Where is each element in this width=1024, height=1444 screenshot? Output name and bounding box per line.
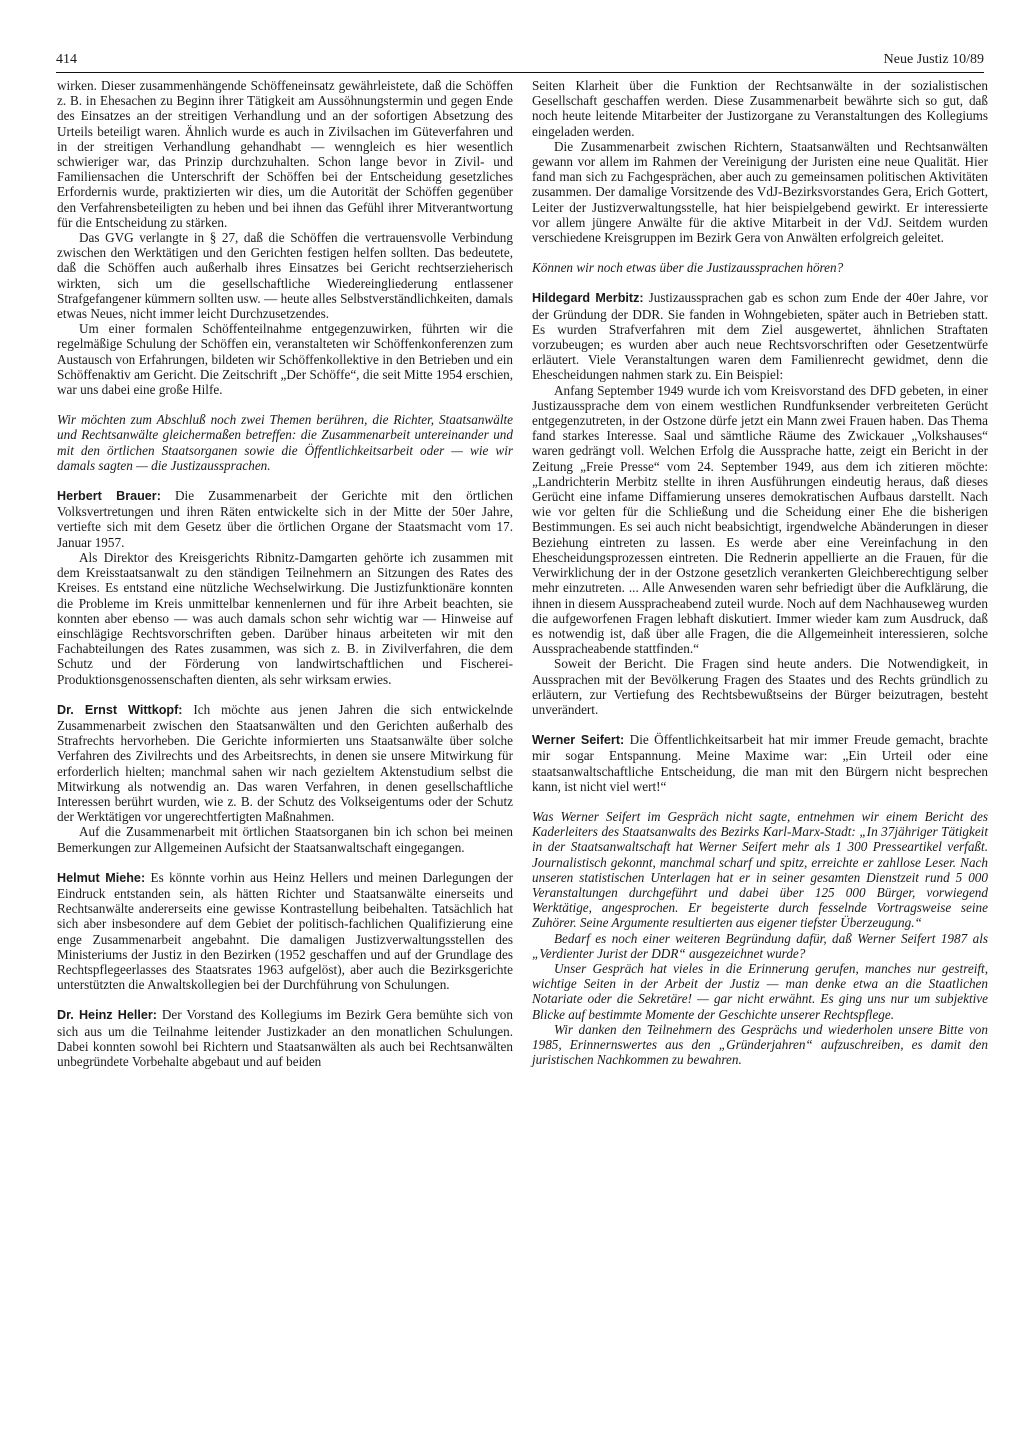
speaker-text: Es könnte vorhin aus Heinz Hellers und meinen Darlegungen der Eindruck entstanden sein, als hätten Richter und Staatsanwälte einerseits und Rechtsanwälte andererseits eine gewisse Kontrastellung beibehalten. Tatsächlich hat sich aber insbesondere auf dem Gebiet der politisch-fachlichen Qualifizierung eine enge Zusammenarbeit angebahnt. Die damaligen Justizverwaltungsstellen des Ministeriums der Justiz in den Bezirken (1952 geschaffen und auf der Grundlage des Rechtspflegeerlasses des Staatsrates 1963 aufgelöst), aber auch die Bezirksgerichte unterstützten die Anwaltskollegien bei der Durchführung von Schulungen. xyxy=(57,869,514,993)
speaker-name: Hildegard Merbitz: xyxy=(532,291,644,306)
speaker-paragraph xyxy=(57,870,513,993)
interviewer-question: Unser Gespräch hat vieles in die Erinnerung gerufen, manches nur gestreift, wichtige Seiten in der Arbeit der Justiz — man denke etwa an die Staatlichen Notariate oder die Sekretäre! — gar nicht erwähnt. Es ging uns nur um subjektive Blicke auf bestimmte Momente der Geschichte unserer Rechtspflege. xyxy=(532,960,988,1022)
interviewer-question: Können wir noch etwas über die Justizaussprachen hören? xyxy=(532,260,844,276)
page-number: 414 xyxy=(56,52,77,67)
interviewer-question: Wir möchten zum Abschluß noch zwei Themen berühren, die Richter, Staatsanwälte und Rechtsanwälte gleichermaßen betreffen: die Zusammenarbeit untereinander und mit den örtlichen Staatsorganen sowie die Öffentlichkeitsarbeit oder — wie wir damals sagten — die Justizaussprachen. xyxy=(57,412,513,473)
speaker-name: Dr. Heinz Heller: xyxy=(57,1008,157,1023)
speaker-paragraph xyxy=(57,1007,513,1069)
page-header xyxy=(56,52,984,72)
speaker-paragraph xyxy=(532,290,988,382)
right-column xyxy=(532,78,988,1067)
left-column xyxy=(57,78,513,1069)
speaker-text: Ich möchte aus jenen Jahren die sich entwickelnde Zusammenarbeit zwischen den Staatsanwälten und den Gerichten außerhalb des Strafrechts hervorheben. Die Gerichte informierten uns Staatsanwälte über solche Verfahren des Zivilrechts und des Arbeitsrechts, in denen sie unsere Mitwirkung für erforderlich hielten; manchmal sahen wir nach gezieltem Aktenstudium selbst die Mitwirkung als notwendig an. Das waren Verfahren, in denen gesellschaftliche Interessen berührt wurden, wie z. B. der Schutz des Volkseigentums oder der Schutz der Werktätigen vor ungerechtfertigten Maßnahmen. xyxy=(57,701,513,825)
speaker-text: Die Zusammenarbeit der Gerichte mit den örtlichen Volksvertretungen und ihren Räten entwickelte sich in der Mitte der 50er Jahre, vertiefte sich mit dem Gesetz über die örtlichen Organe der Staatsmacht vom 17. Januar 1957. xyxy=(57,488,513,550)
speaker-name: Werner Seifert: xyxy=(532,733,625,748)
paragraph: Das GVG verlangte in § 27, daß die Schöffen die vertrauensvolle Verbindung zwischen den Werktätigen und den Gerichten festigen helfen sollten. Das bedeutete, daß die Schöffen auch außerhalb ihres Einsatzes bei Gericht rechtserzieherisch wirkten, sich um die gesellschaftliche Wiedereingliederung entlassener Strafgefangener kümmern sollten usw. — heute alles Selbstverständlichkeiten, damals etwas Neues, nicht immer leicht Durchzusetzendes. xyxy=(57,230,513,322)
paragraph: Soweit der Bericht. Die Fragen sind heute anders. Die Notwendigkeit, in Aussprachen mit der Bevölkerung Fragen des Staates und des Rechts gründlich zu erläutern, zur Vertiefung des Rechtsbewußtseins der Bürger beizutragen, besteht unverändert. xyxy=(532,656,988,717)
speaker-name: Helmut Miehe: xyxy=(57,870,146,885)
paragraph: Auf die Zusammenarbeit mit örtlichen Staatsorganen bin ich schon bei meinen Bemerkungen zur Allgemeinen Aufsicht der Staatsanwaltschaft eingegangen. xyxy=(57,824,513,855)
speaker-text: Justizaussprachen gab es schon zum Ende der 40er Jahre, vor der Gründung der DDR. Sie fanden in Wohngebieten, später auch in Betrieben statt. Es wurden Strafverfahren mit dem Ziel ausgewertet, ähnlichen Straftaten vorzubeugen; es wurden aber auch neue Rechtsvorschriften oder Gesetzentwürfe erläutert. Viele Veranstaltungen waren dem Familienrecht gewidmet, denn die Ehescheidungen nahmen stark zu. Ein Beispiel: xyxy=(532,290,989,383)
speaker-paragraph xyxy=(57,488,513,550)
header-rule xyxy=(56,72,984,73)
speaker-paragraph xyxy=(57,702,513,825)
paragraph: wirken. Dieser zusammenhängende Schöffeneinsatz gewährleistete, daß die Schöffen z. B. in Ehesachen zu Beginn ihrer Tätigkeit am Aussöhnungstermin und gegen Ende des Einsatzes an der streitigen Verhandlung und an der sofortigen Absetzung des Urteils beteiligt waren. Ähnlich wurde es auch in Zivilsachen im Güteverfahren und in der streitigen Verhandlung gehandhabt — wenngleich es hier wesentlich schwieriger war, das Prinzip durchzuhalten. Schon lange bevor in Zivil- und Familiensachen die Unterschrift der Schöffen bei der Entscheidung gesetzliches Erfordernis wurde, praktizierten wir dies, um die Autorität der Schöffen gegenüber den Verfahrensbeteiligten zu heben und bei ihnen das Gefühl ihrer Mitverantwortung für die Entscheidung zu stärken. xyxy=(57,78,513,230)
paragraph: Um einer formalen Schöffenteilnahme entgegenzuwirken, führten wir die regelmäßige Schulung der Schöffen ein, veranstalteten wir Schöffenkonferenzen zum Austausch von Erfahrungen, bildeten wir Schöffenkollektive in den Betrieben und ein Schöffenaktiv am Gericht. Die Zeitschrift „Der Schöffe“, die seit Mitte 1954 erschien, war uns dabei eine große Hilfe. xyxy=(57,321,513,398)
journal-issue: Neue Justiz 10/89 xyxy=(883,52,984,67)
paragraph: Die Zusammenarbeit zwischen Richtern, Staatsanwälten und Rechtsanwälten gewann vor allem im Rahmen der Vereinigung der Juristen eine neue Qualität. Hier fand man sich zu Fachgesprächen, aber auch zu gemeinsamen politischen Aktivitäten zusammen. Der damalige Vorsitzende des VdJ-Bezirksvorstandes Gera, Erich Gottert, Leiter der Justizverwaltungsstelle, hat hier beispielgebend gewirkt. Er interessierte vor allem jüngere Anwälte für die aktive Mitarbeit in der VdJ. Seitdem wurden verschiedene Kreisgruppen im Bezirk Gera von Anwälten erfolgreich geleitet. xyxy=(532,138,988,246)
interviewer-question: Bedarf es noch einer weiteren Begründung dafür, daß Werner Seifert 1987 als „Verdienter Jurist der DDR“ ausgezeichnet wurde? xyxy=(532,930,988,961)
speaker-paragraph xyxy=(532,732,988,794)
paragraph: Anfang September 1949 wurde ich vom Kreisvorstand des DFD gebeten, in einer Justizaussprache dem von einem westlichen Rundfunksender verbreiteten Gerücht entgegenzutreten, in der Ostzone dürfe jetzt ein Mann zwei Frauen haben. Das Thema fand starkes Interesse. Saal und sämtliche Räume des Zwickauer „Volkshauses“ waren gedrängt voll. Welchen Erfolg die Aussprache hatte, zeigt ein Bericht in der Zeitung „Freie Presse“ vom 24. September 1949, aus dem ich zitieren möchte: „Landrichterin Merbitz stellte in ihren Ausführungen eindeutig heraus, daß dieses Gerücht eine infame Diffamierung unseres demokratischen Aufbaus darstellt. Nach wie vor gelten für die Schließung und die Scheidung einer Ehe die bisherigen Bestimmungen. Es sei auch nicht beabsichtigt, irgendwelche Abänderungen in dieser Beziehung eintreten zu lassen. Es werde aber eine Vereinfachung in den Ehescheidungsprozessen eintreten. Die Rednerin appellierte an die Frauen, für die Verwirklichung der in der Ostzone gesetzlich verankerten Gleichberechtigung selber mehr einzutreten. ... Alle Anwesenden waren sehr befriedigt über die Aufklärung, die ihnen in diesem Ausspracheabend zuteil wurde. Noch auf dem Nachhauseweg wurden die aufgeworfenen Fragen lebhaft diskutiert. Immer wieder kam zum Ausdruck, daß es notwendig ist, daß über alle Fragen, die die Allgemeinheit interessieren, solche Ausspracheabende stattfinden.“ xyxy=(532,382,988,657)
paragraph: Als Direktor des Kreisgerichts Ribnitz-Damgarten gehörte ich zusammen mit dem Kreisstaatsanwalt zu den ständigen Teilnehmern an Sitzungen des Rates des Kreises. Es entstand eine nützliche Wechselwirkung. Die Justizfunktionäre konnten die Probleme im Kreis unmittelbar kennenlernen und für ihre Arbeit beachten, sie konnten aber ebenso — was auch damals schon sehr wichtig war — Hinweise auf einschlägige Rechtsvorschriften geben. Darüber hinaus arbeiteten wir mit den Fachabteilungen des Rates zusammen, was sich z. B. in Zivilverfahren, die dem Schutz und der Förderung von landwirtschaftlichen und Fischerei-Produktionsgenossenschaften dienten, als sehr wirksam erwies. xyxy=(57,549,513,687)
speaker-name: Dr. Ernst Wittkopf: xyxy=(57,702,183,717)
speaker-text: Der Vorstand des Kollegiums im Bezirk Gera bemühte sich von sich aus um die Teilnahme leitender Justizkader an den monatlichen Schulungen. Dabei konnten sowohl bei Richtern und Staatsanwälten als auch bei Rechtsanwälten unbegründete Vorbehalte abgebaut und auf beiden xyxy=(57,1007,513,1069)
paragraph: Seiten Klarheit über die Funktion der Rechtsanwälte in der sozialistischen Gesellschaft geschaffen werden. Diese Zusammenarbeit bewährte sich so gut, daß noch heute leitende Mitarbeiter der Justizorgane zu Veranstaltungen des Kollegiums eingeladen werden. xyxy=(532,78,988,139)
interviewer-question: Wir danken den Teilnehmern des Gesprächs und wiederholen unsere Bitte von 1985, Erinnernswertes aus den „Gründerjahren“ aufzuschreiben, es damit den juristischen Nachkommen zu bewahren. xyxy=(532,1021,988,1068)
speaker-name: Herbert Brauer: xyxy=(57,489,161,504)
speaker-text: Die Öffentlichkeitsarbeit hat mir immer Freude gemacht, brachte mir sogar Entspannung. Meine Maxime war: „Ein Urteil oder eine staatsanwaltschaftliche Entscheidung, die man mit den Bürgern nicht besprechen kann, ist nicht viel wert!“ xyxy=(532,732,988,794)
interviewer-question: Was Werner Seifert im Gespräch nicht sagte, entnehmen wir einem Bericht des Kaderleiters des Staatsanwalts des Bezirks Karl-Marx-Stadt: „In 37jähriger Tätigkeit in der Staatsanwaltschaft hat Werner Seifert mehr als 1 300 Presseartikel verfaßt. Journalistisch gekonnt, manchmal scharf und spitz, erreichte er zahllose Leser. Nach unseren statistischen Unterlagen hat er in seiner gesamten Dienstzeit rund 5 000 Veranstaltungen durchgeführt und dabei über 125 000 Bürger, vorwiegend Werktätige, angesprochen. Er begeisterte durch fesselnde Vortragsweise seine Zuhörer. Seine Argumente resultierten aus eigener tiefster Überzeugung.“ xyxy=(532,808,988,931)
